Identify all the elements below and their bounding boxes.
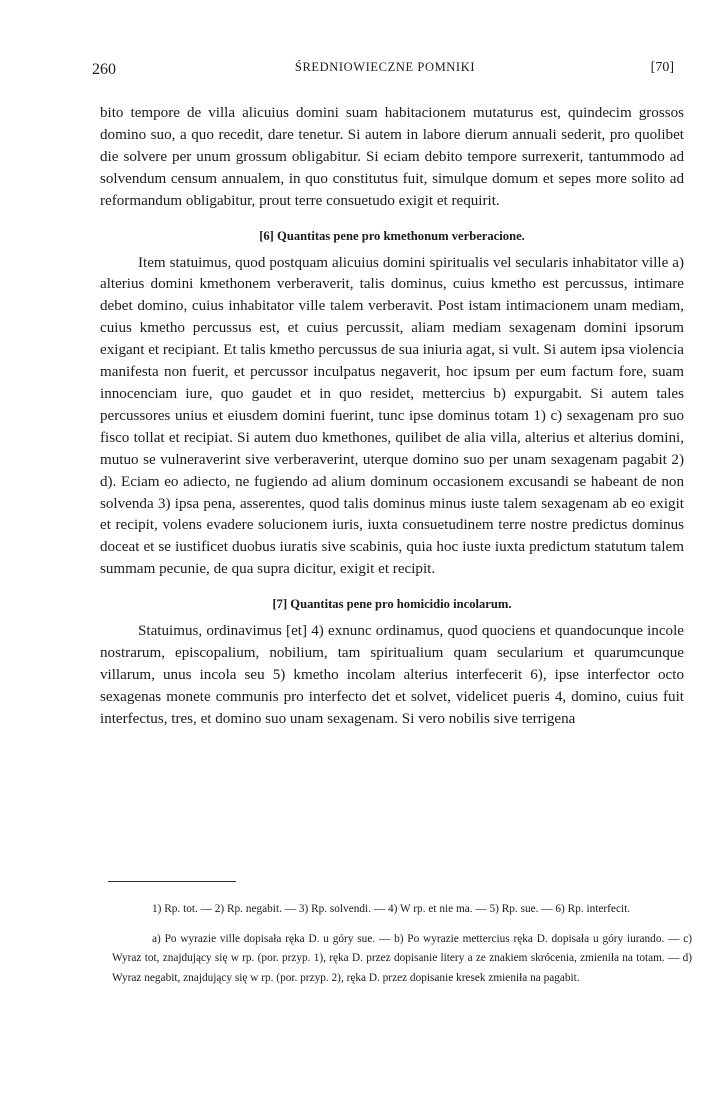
paragraph-section-7: Statuimus, ordinavimus [et] 4) exnunc ordinamus, quod quociens et quandocunque incole nostrarum, episcopalium, nobilium, tam spiritualium quam secularium et quarumcunque villarum, unus incola seu 5) kmetho incolam alterius interfecerit 6), ipse interfector octo sexagenas monete communis pro interfecto det et solvet, videlicet pueris 4, domino, cuius fuit interfectus, tres, et domino suo unam sexagenam. Si vero nobilis sive terrigena	[100, 623, 684, 727]
page-number: 260	[92, 61, 116, 78]
document-number: [70]	[650, 60, 674, 75]
paragraph-continuation: bito tempore de villa alicuius domini suam habitacionem mutaturus est, quindecim grossos domino suo, a quo recedit, dare tenetur. Si autem in labore dierum annuali sederit, pro quolibet die solvere per unum grossum obligabitur. Si eciam debito tempore surrexerit, tantummodo ad solvendum censum annualem, in quo constitutus fuit, simulque domum et sepes more solito ad reformandum obligabitur, prout terre consuetudo exigit et requirit.	[100, 105, 684, 209]
section-heading-7: [7] Quantitas pene pro homicidio incolarum.	[272, 597, 512, 612]
main-text	[100, 103, 684, 731]
footnotes-lettered: a) Po wyrazie ville dopisała ręka D. u góry sue. — b) Po wyrazie mettercius ręka D. dopisała u góry iurando. — c) Wyraz tot, znajdujący się w rp. (por. przyp. 1), ręka D. przez dopisanie litery a ze znakiem skrócenia, zmieniła na totam. — d) Wyraz negabit, znajdujący się w rp. (por. przyp. 2), ręka D. przez dopisanie kresek zmieniła na pagabit.	[112, 932, 692, 984]
paragraph-section-6: Item statuimus, quod postquam alicuius domini spiritualis vel secularis inhabitator ville a) alterius domini kmethonem verberaverit, talis dominus, cuius kmetho est percussus, intimare debet domino, cuius inhabitator ville talem verberavit. Post istam intimacionem unam mediam, cuius kmetho percussus est, et cuius percussit, aliam mediam sexagenam domini ipsorum exigant et recipiant. Et talis kmetho percussus de sua iniuria agat, si vult. Si autem ipsa violencia manifesta non fuerit, et percussor inculpatus negaverit, hoc ipsum per eum factum fore, suam innocenciam iure, quo gaudet et in quo residet, mettercius b) expurgabit. Si autem tales percussores unius et eiusdem domini fuerint, tunc ipse dominus totam 1) c) sexagenam pro suo fisco tollat et recipiat. Si autem duo kmethones, quilibet de alia villa, alterius et alterius domini, mutuo se vulneraverint sive verberaverint, uterque domino suo per unam sexagenam pagabit 2) d). Eciam eo adiecto, ne fugiendo ad alium dominum occasionem excusandi se habeant de non solvenda 3) ipsa pena, asserentes, quod talis dominus minus iuste talem sexagenam ab eo exigit et recipit, volens evadere solucionem iuris, iuxta consuetudinem terre nostre predictus dominus doceat et se iustificet duobus iuratis sive scabinis, quia hoc iuste iuxta predictum statutum talem summam pecunie, de qua supra dicitur, exigit et recipit.	[100, 254, 684, 578]
footnotes-numbered: 1) Rp. tot. — 2) Rp. negabit. — 3) Rp. solvendi. — 4) W rp. et nie ma. — 5) Rp. sue. — 6) Rp. interfecit.	[152, 903, 631, 915]
section-heading-6: [6] Quantitas pene pro kmethonum verberacione.	[259, 228, 525, 243]
footnotes	[112, 900, 692, 988]
running-header	[92, 58, 678, 84]
running-title: ŚREDNIOWIECZNE POMNIKI	[294, 60, 476, 74]
footnote-separator	[108, 881, 236, 882]
